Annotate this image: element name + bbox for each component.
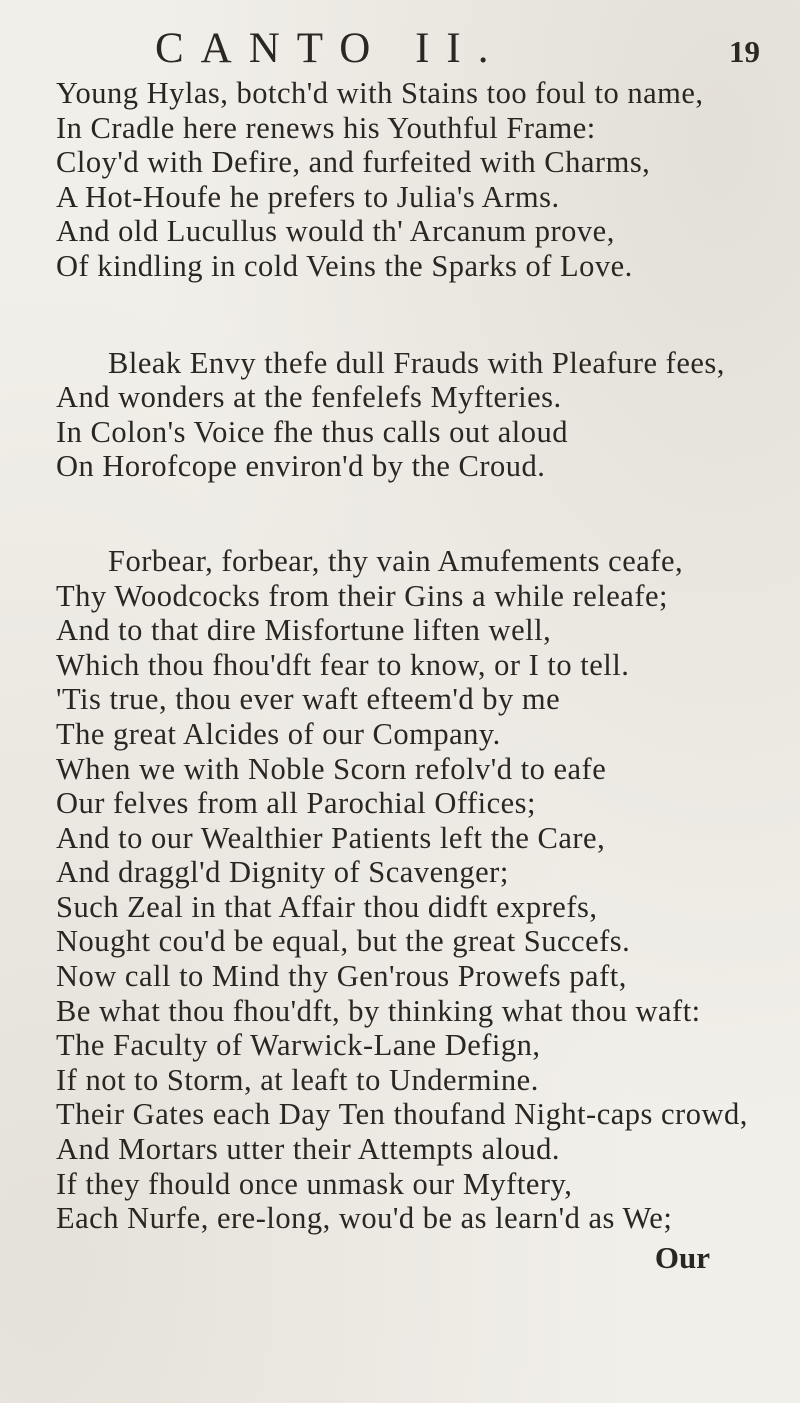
verse-line: If they fhould once unmask our Myftery, xyxy=(56,1166,573,1201)
page-header xyxy=(155,24,760,76)
verse-line: And Mortars utter their Attempts aloud. xyxy=(56,1132,561,1167)
verse-line: If not to Storm, at leaft to Undermine. xyxy=(56,1062,539,1097)
page-number: 19 xyxy=(729,34,760,69)
stanza-break xyxy=(56,484,770,544)
stanza-3 xyxy=(56,544,770,1236)
verse-line: Which thou fhou'dft fear to know, or I to tell. xyxy=(56,647,630,682)
verse-line: And old Lucullus would th' Arcanum prove, xyxy=(56,214,615,249)
verse-line: Bleak Envy thefe dull Frauds with Pleafure fees, xyxy=(108,345,725,380)
verse-line: On Horofcope environ'd by the Croud. xyxy=(56,449,546,484)
verse-line: Their Gates each Day Ten thoufand Night-caps crowd, xyxy=(56,1097,748,1132)
verse-line: And draggl'd Dignity of Scavenger; xyxy=(56,855,509,890)
verse-line: In Colon's Voice fhe thus calls out aloud xyxy=(56,414,568,449)
verse-line: Such Zeal in that Affair thou didft exprefs, xyxy=(56,889,598,924)
verse-line: Cloy'd with Defire, and furfeited with Charms, xyxy=(56,145,651,180)
verse-line: Young Hylas, botch'd with Stains too foul to name, xyxy=(56,76,704,110)
catchword: Our xyxy=(654,1239,710,1275)
verse-line: The great Alcides of our Company. xyxy=(56,716,501,751)
running-head: CANTO II. xyxy=(155,25,506,72)
verse-line: In Cradle here renews his Youthful Frame: xyxy=(56,110,596,145)
poem-text xyxy=(56,76,770,1276)
stanza-break xyxy=(56,284,770,346)
verse-line: And to that dire Misfortune liften well, xyxy=(56,613,552,648)
verse-line: Be what thou fhou'dft, by thinking what thou waft: xyxy=(56,993,701,1028)
verse-line: Nought cou'd be equal, but the great Succefs. xyxy=(56,924,631,959)
verse-line: A Hot-Houfe he prefers to Julia's Arms. xyxy=(56,179,560,214)
verse-line: Forbear, forbear, thy vain Amufements ceafe, xyxy=(108,543,684,578)
stanza-1 xyxy=(56,76,770,284)
verse-line: When we with Noble Scorn refolv'd to eafe xyxy=(56,751,607,786)
catchword-row xyxy=(56,1236,770,1276)
verse-line: Now call to Mind thy Gen'rous Prowefs paft, xyxy=(56,959,627,994)
verse-line: Of kindling in cold Veins the Sparks of Love. xyxy=(56,248,633,283)
verse-line: Each Nurfe, ere-long, wou'd be as learn'd as We; xyxy=(56,1201,673,1236)
verse-line: And to our Wealthier Patients left the Care, xyxy=(56,820,606,855)
verse-line: 'Tis true, thou ever waft efteem'd by me xyxy=(56,682,561,717)
stanza-2 xyxy=(56,346,770,484)
verse-line: The Faculty of Warwick-Lane Defign, xyxy=(56,1028,541,1063)
verse-line: And wonders at the fenfelefs Myfteries. xyxy=(56,380,562,415)
verse-line: Thy Woodcocks from their Gins a while releafe; xyxy=(56,578,669,613)
verse-line: Our felves from all Parochial Offices; xyxy=(56,786,537,821)
